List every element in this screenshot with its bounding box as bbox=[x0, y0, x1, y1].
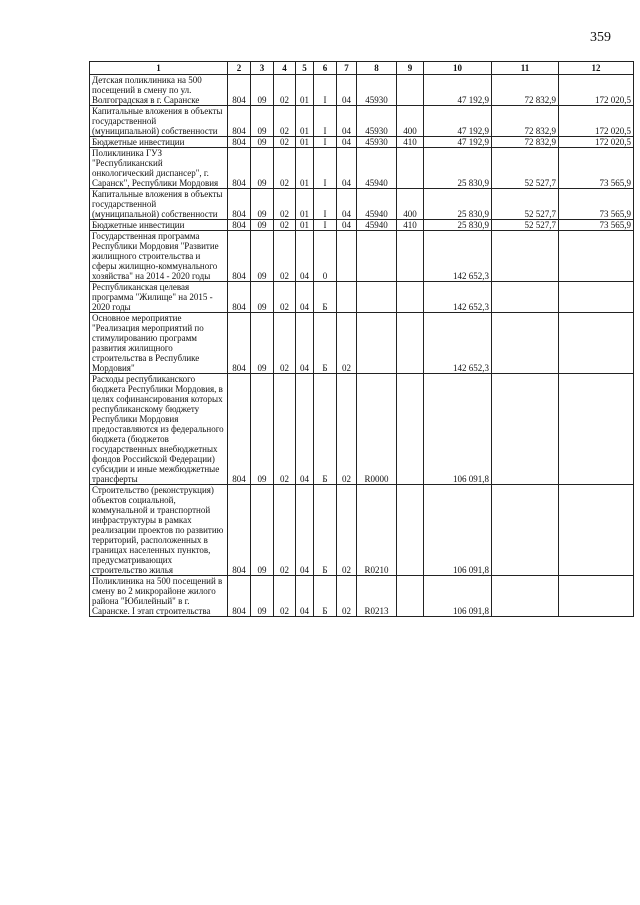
column-header: 7 bbox=[337, 62, 357, 75]
cell-program: 04 bbox=[296, 485, 314, 576]
cell-amount-1: 106 091,8 bbox=[424, 374, 492, 485]
cell-direction: R0000 bbox=[357, 374, 397, 485]
cell-amount-1: 106 091,8 bbox=[424, 485, 492, 576]
column-header: 5 bbox=[296, 62, 314, 75]
cell-amount-3: 73 565,9 bbox=[559, 220, 634, 231]
cell-subprogram: Б bbox=[314, 576, 337, 617]
cell-amount-3: 172 020,5 bbox=[559, 106, 634, 137]
cell-amount-1: 25 830,9 bbox=[424, 189, 492, 220]
cell-direction bbox=[357, 282, 397, 313]
table-row bbox=[90, 75, 634, 106]
cell-subsection: 02 bbox=[274, 313, 296, 374]
cell-section: 09 bbox=[251, 374, 274, 485]
cell-program: 01 bbox=[296, 148, 314, 189]
cell-section: 09 bbox=[251, 137, 274, 148]
cell-subprogram: 0 bbox=[314, 231, 337, 282]
cell-amount-2: 52 527,7 bbox=[492, 220, 559, 231]
row-name: Государственная программа Республики Мордовия "Развитие жилищного строительства и сферы жилищно-коммунального хозяйства" на 2014 - 2020 годы bbox=[90, 231, 228, 282]
cell-amount-1: 47 192,9 bbox=[424, 106, 492, 137]
table-row bbox=[90, 282, 634, 313]
cell-section: 09 bbox=[251, 485, 274, 576]
column-header: 6 bbox=[314, 62, 337, 75]
cell-amount-2 bbox=[492, 313, 559, 374]
cell-program: 04 bbox=[296, 374, 314, 485]
cell-program: 01 bbox=[296, 220, 314, 231]
cell-direction: 45940 bbox=[357, 220, 397, 231]
cell-code: 804 bbox=[228, 148, 251, 189]
row-name: Капитальные вложения в объекты государственной (муниципальной) собственности bbox=[90, 106, 228, 137]
cell-code: 804 bbox=[228, 189, 251, 220]
cell-code: 804 bbox=[228, 137, 251, 148]
cell-program: 01 bbox=[296, 75, 314, 106]
table-row bbox=[90, 189, 634, 220]
cell-subprogram: I bbox=[314, 189, 337, 220]
row-name: Республиканская целевая программа "Жилище" на 2015 - 2020 годы bbox=[90, 282, 228, 313]
cell-section: 09 bbox=[251, 220, 274, 231]
cell-program: 04 bbox=[296, 313, 314, 374]
cell-amount-3 bbox=[559, 576, 634, 617]
table-row bbox=[90, 106, 634, 137]
cell-amount-1: 47 192,9 bbox=[424, 137, 492, 148]
cell-subprogram: Б bbox=[314, 313, 337, 374]
cell-direction: 45930 bbox=[357, 137, 397, 148]
cell-amount-2 bbox=[492, 485, 559, 576]
cell-subsection: 02 bbox=[274, 75, 296, 106]
cell-code: 804 bbox=[228, 106, 251, 137]
cell-expense-type: 400 bbox=[397, 189, 424, 220]
cell-subsection: 02 bbox=[274, 374, 296, 485]
row-name: Расходы республиканского бюджета Республики Мордовия, в целях софинансирования которых республиканскому бюджету Республики Мордовия предоставляются из федерального бюджета (бюджетов государственных внебюджетных фондов Российской Федерации) субсидии и иные межбюджетные трансферты bbox=[90, 374, 228, 485]
cell-direction: 45930 bbox=[357, 106, 397, 137]
cell-subprogram: I bbox=[314, 75, 337, 106]
cell-program: 04 bbox=[296, 231, 314, 282]
cell-direction bbox=[357, 313, 397, 374]
column-header: 8 bbox=[357, 62, 397, 75]
cell-section: 09 bbox=[251, 231, 274, 282]
row-name: Бюджетные инвестиции bbox=[90, 220, 228, 231]
row-name: Основное мероприятие "Реализация мероприятий по стимулированию программ развития жилищного строительства в Республике Мордовия" bbox=[90, 313, 228, 374]
column-header: 12 bbox=[559, 62, 634, 75]
cell-expense-type bbox=[397, 485, 424, 576]
table-row bbox=[90, 485, 634, 576]
cell-event bbox=[337, 231, 357, 282]
cell-program: 04 bbox=[296, 576, 314, 617]
page-number: 359 bbox=[590, 30, 611, 45]
cell-direction: R0210 bbox=[357, 485, 397, 576]
cell-amount-2: 72 832,9 bbox=[492, 106, 559, 137]
cell-amount-1: 47 192,9 bbox=[424, 75, 492, 106]
cell-program: 01 bbox=[296, 189, 314, 220]
cell-event: 02 bbox=[337, 374, 357, 485]
cell-code: 804 bbox=[228, 75, 251, 106]
cell-amount-3: 73 565,9 bbox=[559, 148, 634, 189]
cell-amount-1: 25 830,9 bbox=[424, 148, 492, 189]
cell-program: 04 bbox=[296, 282, 314, 313]
cell-code: 804 bbox=[228, 374, 251, 485]
cell-code: 804 bbox=[228, 231, 251, 282]
cell-expense-type bbox=[397, 75, 424, 106]
cell-section: 09 bbox=[251, 148, 274, 189]
cell-direction: 45930 bbox=[357, 75, 397, 106]
cell-section: 09 bbox=[251, 106, 274, 137]
cell-program: 01 bbox=[296, 106, 314, 137]
cell-subprogram: Б bbox=[314, 485, 337, 576]
cell-program: 01 bbox=[296, 137, 314, 148]
column-header: 1 bbox=[90, 62, 228, 75]
cell-subsection: 02 bbox=[274, 220, 296, 231]
column-header: 3 bbox=[251, 62, 274, 75]
cell-amount-2 bbox=[492, 576, 559, 617]
cell-section: 09 bbox=[251, 75, 274, 106]
cell-event: 04 bbox=[337, 189, 357, 220]
cell-event: 04 bbox=[337, 137, 357, 148]
cell-amount-2 bbox=[492, 231, 559, 282]
cell-subsection: 02 bbox=[274, 148, 296, 189]
cell-event: 02 bbox=[337, 313, 357, 374]
row-name: Поликлиника ГУЗ "Республиканский онкологический диспансер", г. Саранск", Республики Мордовия bbox=[90, 148, 228, 189]
cell-amount-1: 142 652,3 bbox=[424, 231, 492, 282]
row-name: Строительство (реконструкция) объектов социальной, коммунальной и транспортной инфраструктуры в рамках реализации проектов по развитию территорий, расположенных в границах населенных пунктов, предусматривающих строительство жилья bbox=[90, 485, 228, 576]
cell-subprogram: I bbox=[314, 106, 337, 137]
cell-amount-3: 172 020,5 bbox=[559, 137, 634, 148]
cell-subsection: 02 bbox=[274, 189, 296, 220]
cell-subsection: 02 bbox=[274, 231, 296, 282]
cell-event: 04 bbox=[337, 106, 357, 137]
cell-section: 09 bbox=[251, 313, 274, 374]
table-row bbox=[90, 231, 634, 282]
cell-subsection: 02 bbox=[274, 137, 296, 148]
cell-subprogram: Б bbox=[314, 282, 337, 313]
cell-event: 02 bbox=[337, 485, 357, 576]
cell-amount-2: 72 832,9 bbox=[492, 75, 559, 106]
cell-expense-type bbox=[397, 313, 424, 374]
table-row bbox=[90, 220, 634, 231]
cell-code: 804 bbox=[228, 220, 251, 231]
row-name: Бюджетные инвестиции bbox=[90, 137, 228, 148]
cell-subprogram: I bbox=[314, 148, 337, 189]
cell-amount-1: 106 091,8 bbox=[424, 576, 492, 617]
cell-expense-type bbox=[397, 282, 424, 313]
row-name: Детская поликлиника на 500 посещений в смену по ул. Волгоградская в г. Саранске bbox=[90, 75, 228, 106]
cell-amount-3: 73 565,9 bbox=[559, 189, 634, 220]
cell-direction bbox=[357, 231, 397, 282]
cell-amount-1: 142 652,3 bbox=[424, 282, 492, 313]
cell-expense-type bbox=[397, 576, 424, 617]
cell-subsection: 02 bbox=[274, 485, 296, 576]
cell-event bbox=[337, 282, 357, 313]
cell-amount-3 bbox=[559, 374, 634, 485]
cell-expense-type bbox=[397, 148, 424, 189]
cell-subprogram: I bbox=[314, 220, 337, 231]
table-row bbox=[90, 137, 634, 148]
budget-table bbox=[89, 61, 634, 617]
cell-section: 09 bbox=[251, 189, 274, 220]
column-header: 9 bbox=[397, 62, 424, 75]
cell-amount-2: 52 527,7 bbox=[492, 189, 559, 220]
cell-event: 04 bbox=[337, 220, 357, 231]
cell-direction: 45940 bbox=[357, 189, 397, 220]
cell-direction: R0213 bbox=[357, 576, 397, 617]
cell-section: 09 bbox=[251, 576, 274, 617]
cell-amount-3 bbox=[559, 282, 634, 313]
cell-section: 09 bbox=[251, 282, 274, 313]
cell-amount-2 bbox=[492, 374, 559, 485]
cell-amount-3: 172 020,5 bbox=[559, 75, 634, 106]
cell-code: 804 bbox=[228, 313, 251, 374]
row-name: Поликлиника на 500 посещений в смену во 2 микрорайоне жилого района "Юбилейный" в г. Саранске. I этап строительства bbox=[90, 576, 228, 617]
cell-expense-type bbox=[397, 374, 424, 485]
table-row bbox=[90, 576, 634, 617]
cell-event: 04 bbox=[337, 75, 357, 106]
cell-subprogram: Б bbox=[314, 374, 337, 485]
column-header: 4 bbox=[274, 62, 296, 75]
cell-amount-2: 72 832,9 bbox=[492, 137, 559, 148]
cell-expense-type: 400 bbox=[397, 106, 424, 137]
cell-expense-type: 410 bbox=[397, 137, 424, 148]
cell-subsection: 02 bbox=[274, 106, 296, 137]
table-row bbox=[90, 313, 634, 374]
cell-direction: 45940 bbox=[357, 148, 397, 189]
cell-expense-type bbox=[397, 231, 424, 282]
header-row bbox=[90, 62, 634, 75]
table-row bbox=[90, 148, 634, 189]
cell-expense-type: 410 bbox=[397, 220, 424, 231]
cell-amount-3 bbox=[559, 485, 634, 576]
cell-subsection: 02 bbox=[274, 282, 296, 313]
cell-amount-1: 142 652,3 bbox=[424, 313, 492, 374]
column-header: 2 bbox=[228, 62, 251, 75]
cell-amount-2 bbox=[492, 282, 559, 313]
cell-subsection: 02 bbox=[274, 576, 296, 617]
cell-amount-3 bbox=[559, 231, 634, 282]
cell-amount-3 bbox=[559, 313, 634, 374]
cell-code: 804 bbox=[228, 485, 251, 576]
column-header: 10 bbox=[424, 62, 492, 75]
table-row bbox=[90, 374, 634, 485]
column-header: 11 bbox=[492, 62, 559, 75]
cell-subprogram: I bbox=[314, 137, 337, 148]
cell-code: 804 bbox=[228, 282, 251, 313]
cell-event: 04 bbox=[337, 148, 357, 189]
cell-event: 02 bbox=[337, 576, 357, 617]
cell-code: 804 bbox=[228, 576, 251, 617]
cell-amount-2: 52 527,7 bbox=[492, 148, 559, 189]
cell-amount-1: 25 830,9 bbox=[424, 220, 492, 231]
row-name: Капитальные вложения в объекты государственной (муниципальной) собственности bbox=[90, 189, 228, 220]
